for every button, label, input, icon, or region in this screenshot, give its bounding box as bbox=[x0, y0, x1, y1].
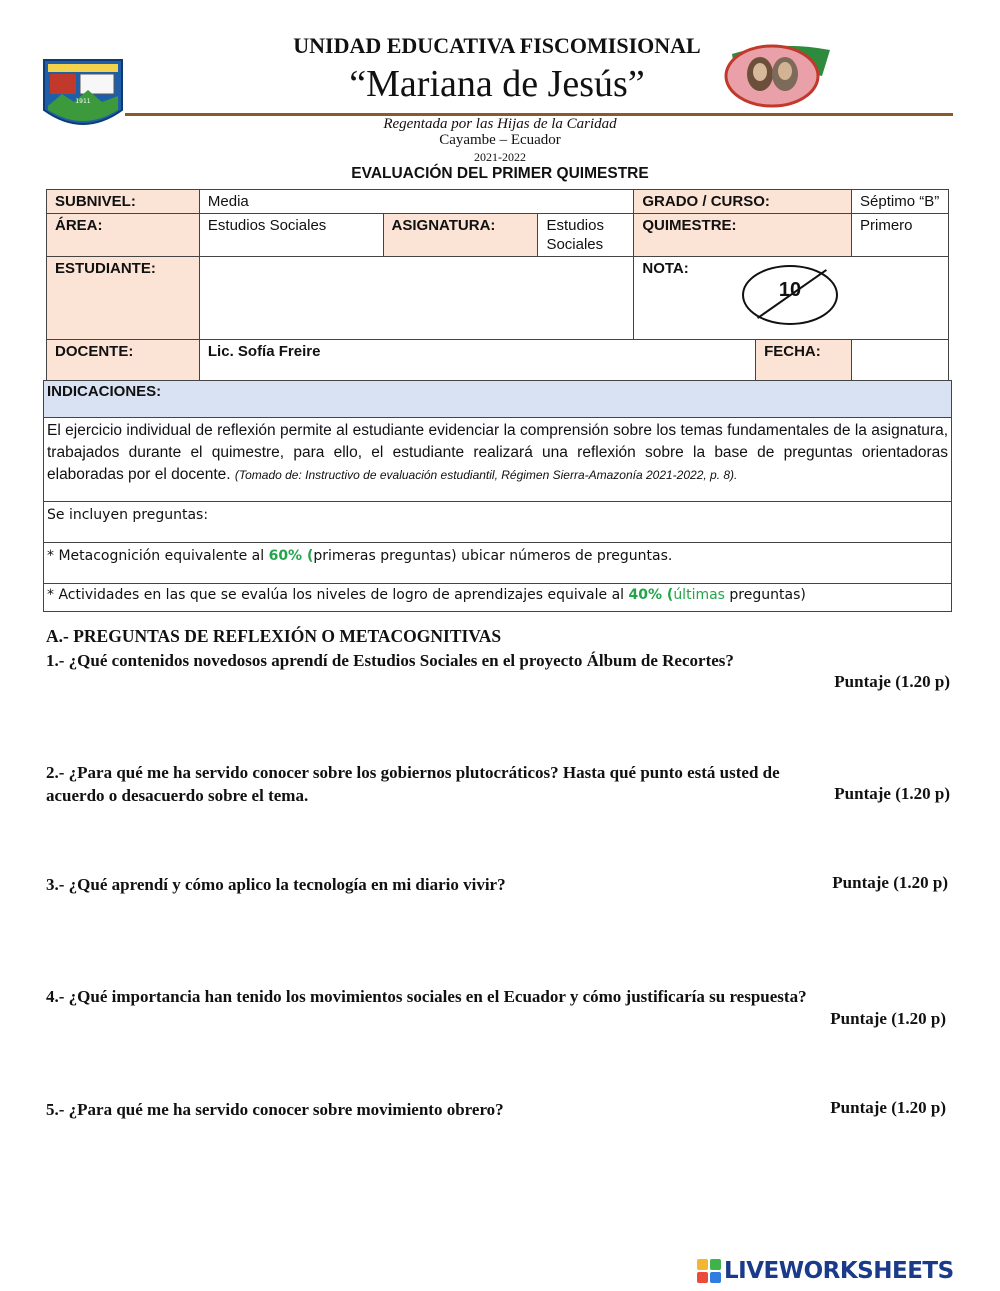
act-percent: 40% ( bbox=[628, 587, 674, 603]
quimestre-value: Primero bbox=[852, 214, 949, 257]
area-value: Estudios Sociales bbox=[199, 214, 383, 257]
meta-percent: 60% ( bbox=[268, 548, 314, 564]
act-green-word: últimas bbox=[673, 587, 725, 603]
liveworksheets-brand: LIVEWORKSHEETS bbox=[724, 1258, 954, 1284]
docente-value: Lic. Sofía Freire bbox=[199, 340, 755, 382]
fecha-label: FECHA: bbox=[756, 340, 852, 382]
liveworksheets-logo bbox=[697, 1258, 954, 1284]
metacognition-row bbox=[43, 543, 952, 584]
question-3: 3.- ¿Qué aprendí y cómo aplico la tecnología en mi diario vivir? bbox=[46, 875, 506, 894]
question-2-line-2: acuerdo o desacuerdo sobre el tema. bbox=[46, 786, 309, 805]
grado-label: GRADO / CURSO: bbox=[634, 190, 852, 214]
indications-text: El ejercicio individual de reflexión permite al estudiante evidenciar la comprensión sobre los temas fundamentales de la asignatura, trabajados durante el quimestre, para ello, el estudiante realizará una reflexión sobre la base de preguntas orientadoras elaboradas por el docente. bbox=[47, 422, 948, 483]
includes-text: Se incluyen preguntas: bbox=[47, 507, 209, 523]
act-prefix: * Actividades en las que se evalúa los niveles de logro de aprendizajes equivale al bbox=[47, 587, 629, 603]
institution-name: UNIDAD EDUCATIVA FISCOMISIONAL bbox=[293, 33, 701, 58]
fecha-field[interactable] bbox=[852, 340, 949, 382]
question-4: 4.- ¿Qué importancia han tenido los movimientos sociales en el Ecuador y cómo justificaría su respuesta? bbox=[46, 987, 807, 1006]
grado-value: Séptimo “B” bbox=[852, 190, 949, 214]
section-title: A.- PREGUNTAS DE REFLEXIÓN O METACOGNITIVAS bbox=[46, 626, 502, 646]
question-1-score: Puntaje (1.20 p) bbox=[834, 672, 950, 691]
exam-title: EVALUACIÓN DEL PRIMER QUIMESTRE bbox=[351, 165, 649, 182]
asignatura-label: ASIGNATURA: bbox=[383, 214, 538, 257]
docente-label: DOCENTE: bbox=[47, 340, 200, 382]
meta-suffix: primeras preguntas) ubicar números de preguntas. bbox=[313, 548, 673, 564]
school-year: 2021-2022 bbox=[474, 150, 526, 164]
indications-paragraph bbox=[43, 418, 952, 502]
meta-prefix: * Metacognición equivalente al bbox=[47, 548, 269, 564]
svg-text:1911: 1911 bbox=[75, 98, 91, 105]
header-location: Cayambe – Ecuador bbox=[439, 132, 561, 148]
estudiante-field[interactable] bbox=[199, 257, 633, 340]
area-label: ÁREA: bbox=[47, 214, 200, 257]
question-2-line-1: 2.- ¿Para qué me ha servido conocer sobre los gobiernos plutocráticos? Hasta qué punto está usted de bbox=[46, 763, 780, 782]
estudiante-label: ESTUDIANTE: bbox=[47, 257, 200, 340]
nota-label: NOTA: bbox=[642, 260, 689, 277]
school-name: “Mariana de Jesús” bbox=[349, 63, 645, 105]
header-subtitle: Regentada por las Hijas de la Caridad bbox=[383, 116, 617, 132]
grade-value: 10 bbox=[778, 279, 802, 301]
question-1: 1.- ¿Qué contenidos novedosos aprendí de Estudios Sociales en el proyecto Álbum de Recortes? bbox=[46, 651, 734, 670]
quimestre-label: QUIMESTRE: bbox=[634, 214, 852, 257]
indications-heading: INDICACIONES: bbox=[43, 380, 952, 418]
nota-cell bbox=[634, 257, 949, 340]
liveworksheets-icon bbox=[697, 1259, 721, 1283]
activities-row bbox=[43, 584, 952, 612]
indications-citation: (Tomado de: Instructivo de evaluación estudiantil, Régimen Sierra-Amazonía 2021-2022, p. 8). bbox=[234, 468, 738, 482]
grade-circle bbox=[742, 265, 838, 325]
question-3-score: Puntaje (1.20 p) bbox=[832, 873, 948, 892]
asignatura-value: Estudios Sociales bbox=[538, 214, 634, 257]
question-5-score: Puntaje (1.20 p) bbox=[830, 1098, 946, 1117]
includes-row bbox=[43, 502, 952, 543]
student-info-table bbox=[46, 189, 949, 382]
act-suffix: preguntas) bbox=[724, 587, 806, 603]
question-2-score: Puntaje (1.20 p) bbox=[834, 784, 950, 803]
subnivel-label: SUBNIVEL: bbox=[47, 190, 200, 214]
question-5: 5.- ¿Para qué me ha servido conocer sobre movimiento obrero? bbox=[46, 1100, 504, 1119]
subnivel-value: Media bbox=[199, 190, 633, 214]
question-4-score: Puntaje (1.20 p) bbox=[830, 1009, 946, 1028]
